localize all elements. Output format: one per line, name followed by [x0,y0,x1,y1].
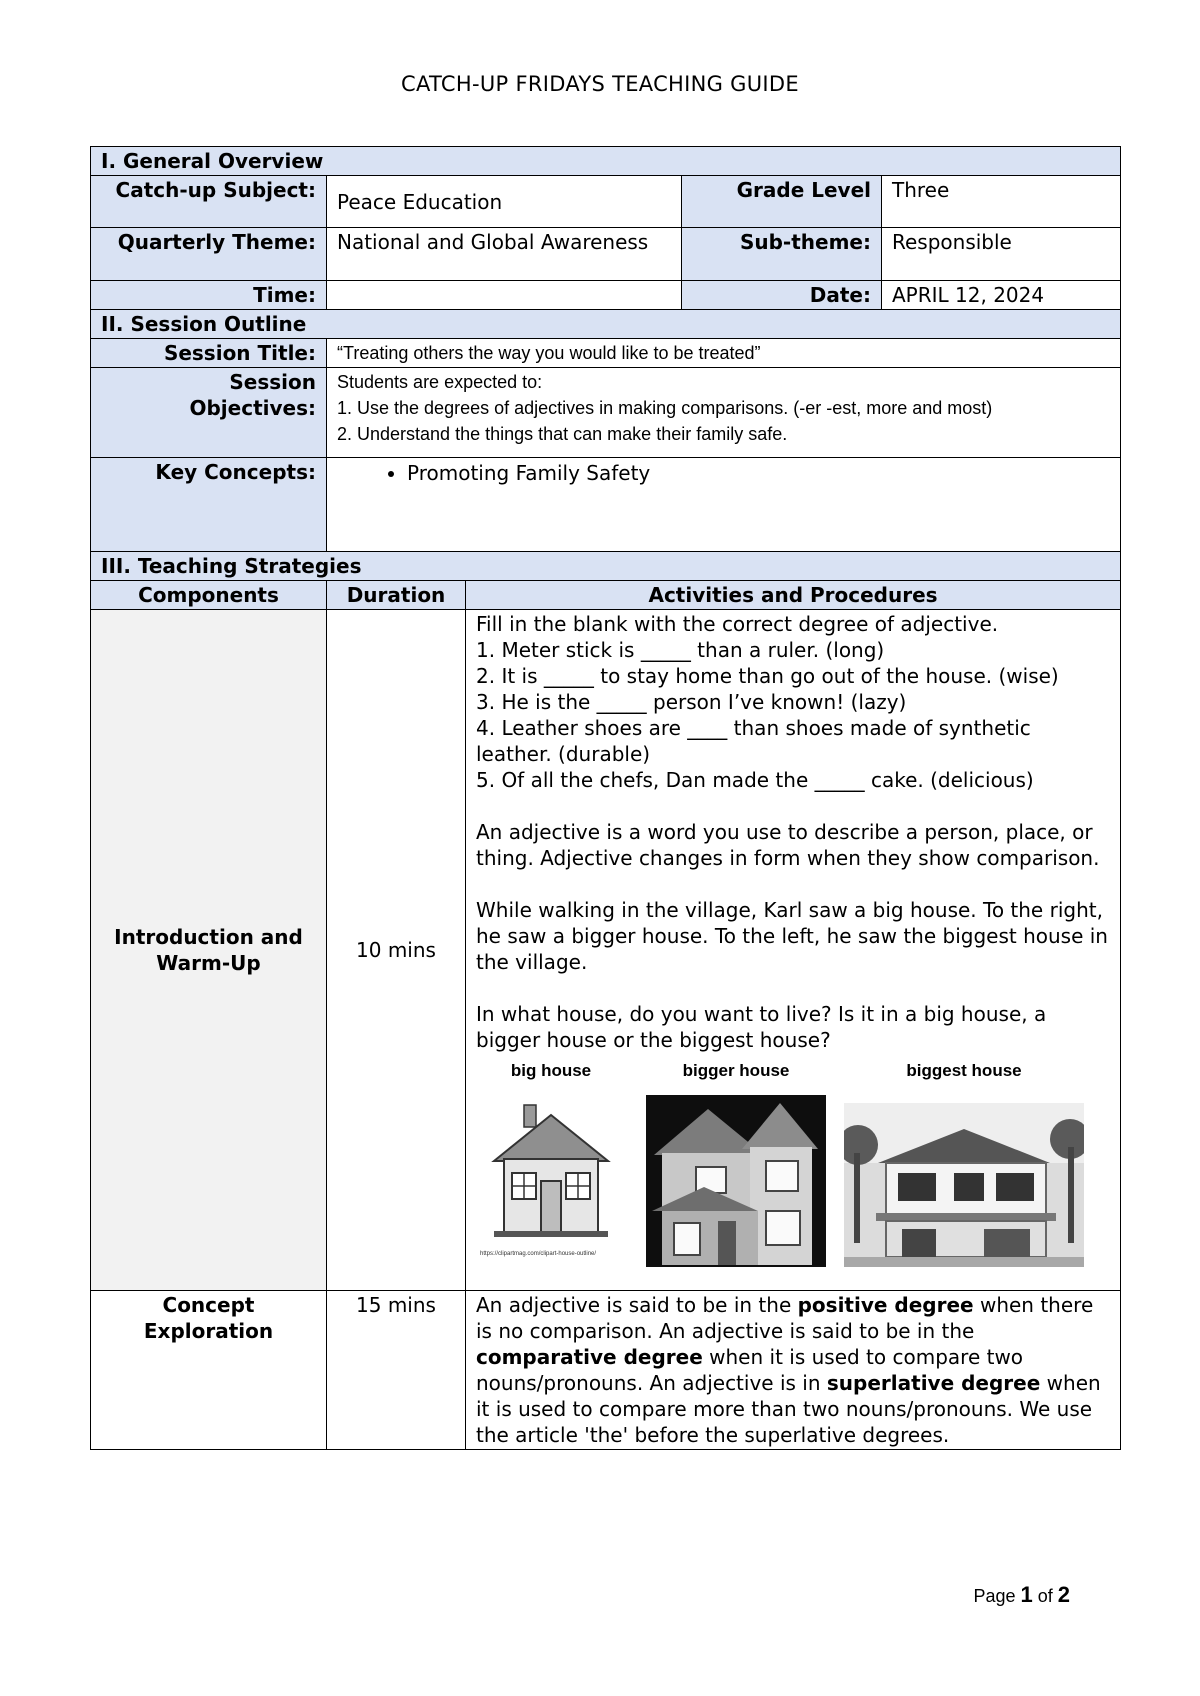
section-session-outline: II. Session Outline [91,310,1121,339]
biggest-house-label: biggest house [906,1061,1022,1080]
column-header-duration: Duration [327,581,466,610]
subtheme-label: Sub-theme: [682,228,882,281]
subtheme-value: Responsible [882,228,1121,281]
house-comparison-image [476,1059,1116,1289]
biggest-house-illustration [844,1083,1084,1289]
biggest-house-figure [844,1059,1084,1289]
bigger-house-illustration [646,1083,826,1289]
activity-item: 3. He is the _____ person I’ve known! (lazy) [476,690,907,714]
activities-concept [466,1291,1121,1450]
bigger-house-figure [646,1059,826,1289]
key-concepts-label: Key Concepts: [91,458,327,552]
concept-text: when there is no comparison. An adjective is said to be in the [476,1293,1094,1343]
concept-text: when it is used to compare more than two nouns/pronouns. We use the article 'the' before the superlative degrees. [476,1371,1101,1447]
activity-item: 4. Leather shoes are ____ than shoes made of synthetic leather. (durable) [476,716,1031,766]
document-title: CATCH-UP FRIDAYS TEACHING GUIDE [401,72,799,96]
table-row [91,1291,1121,1450]
comparative-degree-term: comparative degree [476,1345,703,1369]
big-house-illustration [476,1083,626,1289]
objectives-label: Session Objectives: [91,368,327,458]
activity-item: 2. It is _____ to stay home than go out of the house. (wise) [476,664,1059,688]
component-concept-exploration: Concept Exploration [91,1291,327,1450]
key-concepts-value [327,458,1121,552]
page-middle: of [1032,1586,1058,1606]
image-caption: https://clipartmag.com/clipart-house-outline/ [480,1251,597,1257]
time-label: Time: [91,281,327,310]
date-value: APRIL 12, 2024 [882,281,1121,310]
activity-instruction: Fill in the blank with the correct degree of adjective. [476,612,999,636]
activity-paragraph: While walking in the village, Karl saw a big house. To the right, he saw a bigger house. To the left, he saw the biggest house in the village. [476,898,1108,974]
teaching-guide-table [90,146,1121,1450]
theme-value: National and Global Awareness [327,228,682,281]
date-label: Date: [682,281,882,310]
section-general-overview: I. General Overview [91,147,1121,176]
component-intro-warmup: Introduction and Warm-Up [91,610,327,1291]
column-header-activities: Activities and Procedures [466,581,1121,610]
column-header-components: Components [91,581,327,610]
subject-value: Peace Education [327,176,682,228]
total-page-number: 2 [1057,1582,1070,1607]
bigger-house-label: bigger house [682,1061,790,1080]
big-house-figure [476,1059,626,1289]
objectives-value [327,368,1121,458]
key-concept-item: • Promoting Family Safety [407,459,1110,487]
activities-intro [466,610,1121,1291]
page-prefix: Page [973,1586,1021,1606]
objective-item: 2. Understand the things that can make their family safe. [337,424,788,444]
table-row [91,610,1121,1291]
page-number-footer [973,1582,1070,1608]
theme-label: Quarterly Theme: [91,228,327,281]
duration-intro: 10 mins [327,610,466,1291]
session-title-value: “Treating others the way you would like to be treated” [327,339,1121,368]
session-title-label: Session Title: [91,339,327,368]
current-page-number: 1 [1020,1582,1033,1607]
activity-paragraph: In what house, do you want to live? Is it in a big house, a bigger house or the biggest house? [476,1002,1047,1052]
duration-concept: 15 mins [327,1291,466,1450]
time-value [327,281,682,310]
objective-item: 1. Use the degrees of adjectives in making comparisons. (-er -est, more and most) [337,398,993,418]
subject-label: Catch-up Subject: [91,176,327,228]
activity-paragraph: An adjective is a word you use to describe a person, place, or thing. Adjective changes in form when they show comparison. [476,820,1100,870]
positive-degree-term: positive degree [797,1293,974,1317]
superlative-degree-term: superlative degree [826,1371,1041,1395]
big-house-label: big house [510,1061,592,1080]
section-teaching-strategies: III. Teaching Strategies [91,552,1121,581]
concept-text: when it is used to compare two nouns/pronouns. An adjective is in [476,1345,1024,1395]
grade-label: Grade Level [682,176,882,228]
concept-text: An adjective is said to be in the [476,1293,798,1317]
objectives-intro: Students are expected to: [337,372,543,392]
activity-item: 5. Of all the chefs, Dan made the _____ cake. (delicious) [476,768,1034,792]
activity-item: 1. Meter stick is _____ than a ruler. (long) [476,638,885,662]
grade-value: Three [882,176,1121,228]
